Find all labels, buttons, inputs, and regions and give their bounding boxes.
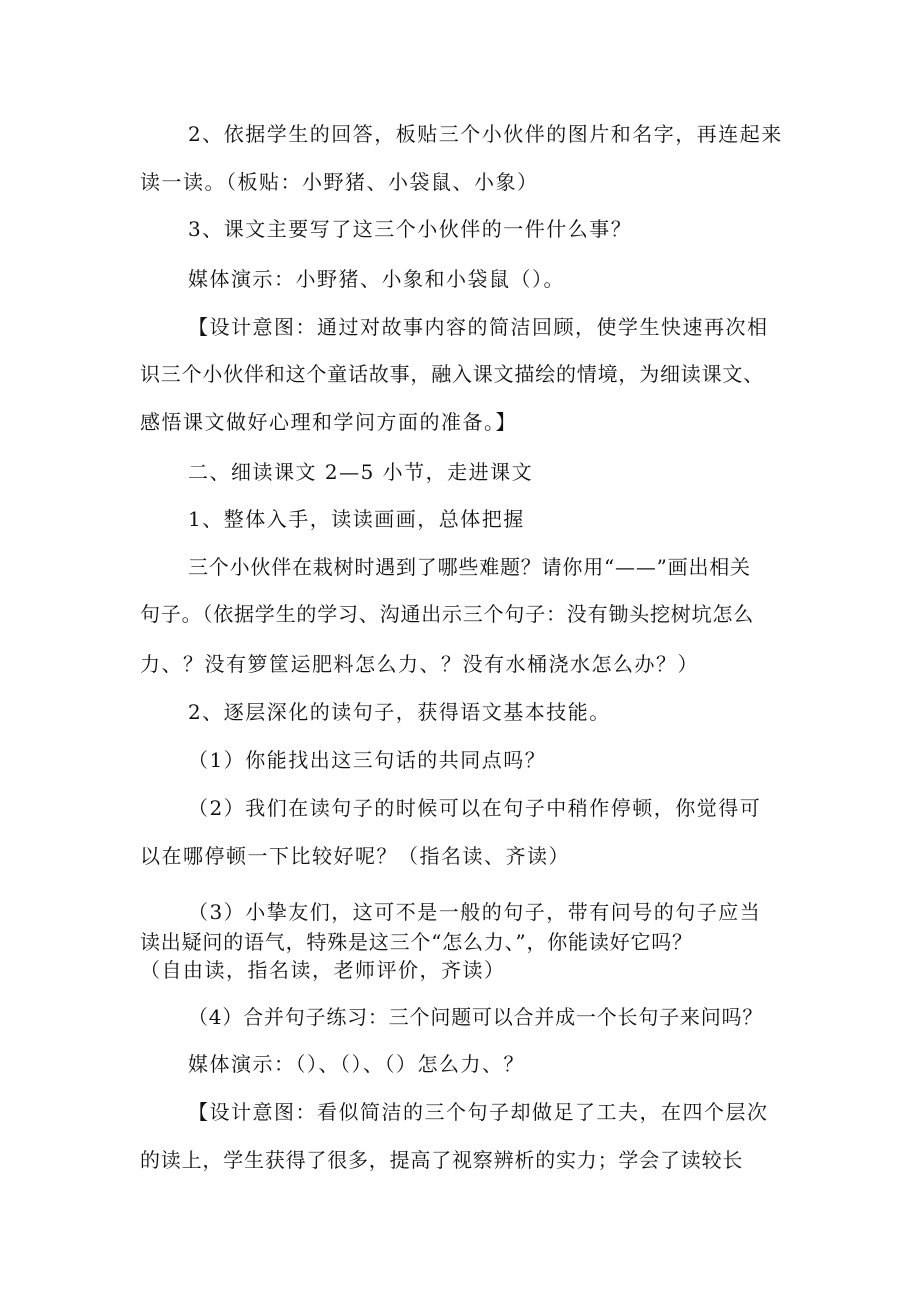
question-3-line-2: 读出疑问的语气，特殊是这三个“怎么力、”，你能读好它吗？ — [140, 930, 693, 954]
paragraph-line-2: 读一读。（板贴：小野猪、小袋鼠、小象） — [140, 170, 539, 194]
question-2-line-2: 以在哪停顿一下比较好呢？（指名读、齐读） — [140, 844, 570, 868]
paragraph-line-4: 媒体演示：小野猪、小象和小袋鼠（）。 — [188, 267, 565, 291]
section-heading-2: 二、细读课文 2—5 小节，走进课文 — [188, 460, 534, 484]
design-intent-line-3: 感悟课文做好心理和学问方面的准备。】 — [140, 410, 517, 434]
subheading-2: 2、逐层深化的读句子，获得语文基本技能。 — [188, 700, 611, 724]
question-1: （1）你能找出这三句话的共同点吗？ — [188, 748, 547, 772]
design-intent-line-2: 识三个小伙伴和这个童话故事，融入课文描绘的情境，为细读课文、 — [140, 362, 764, 386]
question-3-line-1: （3）小挚友们，这可不是一般的句子，带有问号的句子应当 — [188, 900, 762, 924]
paragraph-line-6: 句子。（依据学生的学习、沟通出示三个句子：没有锄头挖树坑怎么 — [140, 602, 754, 626]
question-2-line-1: （2）我们在读句子的时候可以在句子中稍作停顿，你觉得可 — [188, 796, 762, 820]
paragraph-line-3: 3、课文主要写了这三个小伙伴的一件什么事？ — [188, 217, 633, 241]
paragraph-line-1: 2、依据学生的回答，板贴三个小伙伴的图片和名字，再连起来 — [188, 122, 783, 146]
question-4: （4）合并句子练习：三个问题可以合并成一个长句子来问吗？ — [188, 1005, 764, 1029]
design-intent-line-1: 【设计意图：通过对故事内容的简洁回顾，使学生快速再次相 — [188, 315, 769, 339]
question-3-line-3: （自由读，指名读，老师评价，齐读） — [140, 958, 506, 982]
subheading-1: 1、整体入手，读读画画，总体把握 — [188, 507, 525, 531]
paragraph-line-7: 力、？没有箩筐运肥料怎么力、？没有水桶浇水怎么办？） — [140, 652, 699, 676]
design-intent-line-4: 【设计意图：看似简洁的三个句子却做足了工夫，在四个层次 — [188, 1100, 769, 1124]
paragraph-line-5: 三个小伙伴在栽树时遇到了哪些难题？请你用“——”画出相关 — [188, 555, 751, 579]
design-intent-line-5: 的读上，学生获得了很多，提高了视察辨析的实力；学会了读较长 — [140, 1148, 744, 1172]
media-demo-line: 媒体演示：（）、（）、（）怎么力、？ — [188, 1052, 525, 1076]
